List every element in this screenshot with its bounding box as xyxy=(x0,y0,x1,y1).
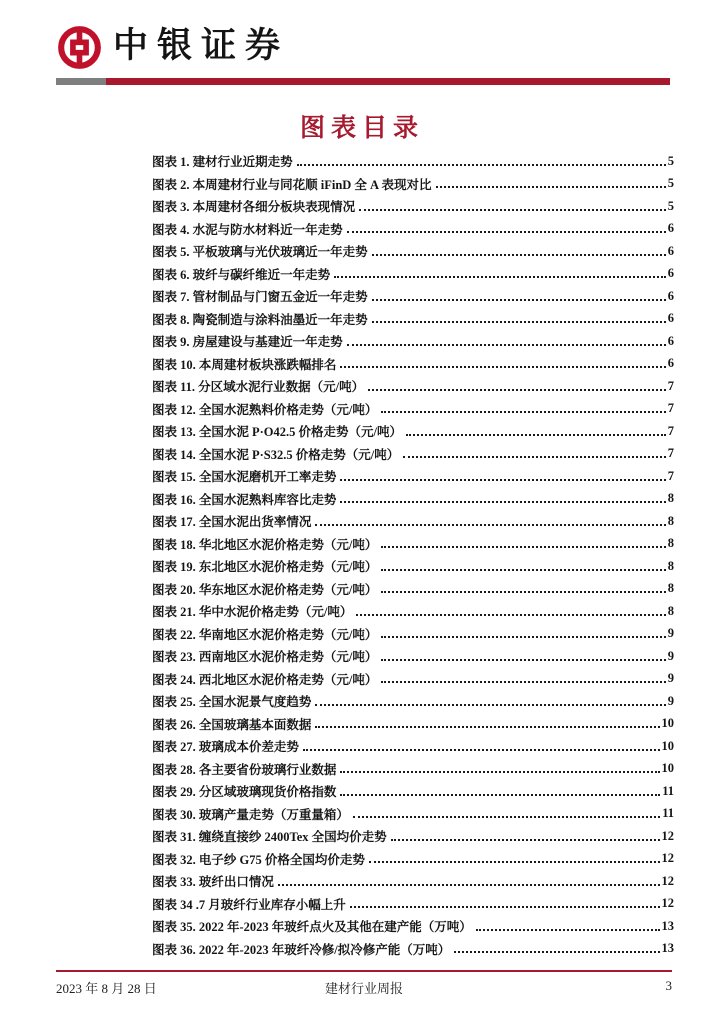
brand-row xyxy=(56,22,670,72)
toc-entry-page: 8 xyxy=(667,558,674,573)
toc-entry[interactable] xyxy=(152,510,674,533)
toc-entry-page: 12 xyxy=(661,896,674,911)
toc-entry-title: 图表 32. 电子纱 G75 价格全国均价走势 xyxy=(152,852,365,867)
toc-entry-title: 图表 29. 分区域玻璃现货价格指数 xyxy=(152,785,337,800)
dot-leader xyxy=(381,636,665,638)
toc-entry[interactable] xyxy=(152,420,674,443)
toc-entry-page: 10 xyxy=(661,761,674,776)
dot-leader xyxy=(356,614,665,616)
toc-entry-page: 13 xyxy=(661,918,674,933)
footer-date: 2023 年 8 月 28 日 xyxy=(56,981,157,996)
toc-entry-title: 图表 12. 全国水泥熟料价格走势（元/吨） xyxy=(152,402,378,417)
brand-name: 中银证券 xyxy=(113,24,290,66)
toc-entry-title: 图表 2. 本周建材行业与同花顺 iFinD 全 A 表现对比 xyxy=(152,177,432,192)
page-footer xyxy=(56,970,672,997)
toc-entry[interactable] xyxy=(152,645,674,668)
toc-entry[interactable] xyxy=(152,758,674,781)
toc-entry-title: 图表 20. 华东地区水泥价格走势（元/吨） xyxy=(152,582,378,597)
dot-leader xyxy=(340,366,665,368)
dot-leader xyxy=(350,906,660,908)
toc-entry-title: 图表 31. 缠绕直接纱 2400Tex 全国均价走势 xyxy=(152,830,387,845)
dot-leader xyxy=(340,771,659,773)
toc-entry[interactable] xyxy=(152,668,674,691)
toc-entry-title: 图表 34 .7 月玻纤行业库存小幅上升 xyxy=(152,897,346,912)
toc-entry-page: 5 xyxy=(667,153,674,168)
toc-entry-page: 6 xyxy=(667,243,674,258)
footer-report-title: 建材行业周报 xyxy=(324,981,403,996)
toc-entry[interactable] xyxy=(152,488,674,511)
dot-leader xyxy=(347,344,666,346)
toc-entry-page: 6 xyxy=(667,266,674,281)
toc-entry-title: 图表 18. 华北地区水泥价格走势（元/吨） xyxy=(152,537,378,552)
toc-entry-title: 图表 17. 全国水泥出货率情况 xyxy=(152,515,312,530)
toc-entry[interactable] xyxy=(152,308,674,331)
header-divider xyxy=(56,78,670,85)
toc-entry[interactable] xyxy=(152,690,674,713)
dot-leader xyxy=(403,456,666,458)
toc-entry-title: 图表 1. 建材行业近期走势 xyxy=(152,155,293,170)
toc-entry-page: 6 xyxy=(667,356,674,371)
dot-leader xyxy=(359,209,666,211)
toc-entry-title: 图表 4. 水泥与防水材料近一年走势 xyxy=(152,222,343,237)
dot-leader xyxy=(340,479,665,481)
toc-entry[interactable] xyxy=(152,780,674,803)
dot-leader xyxy=(381,411,665,413)
toc-entry-page: 12 xyxy=(661,873,674,888)
toc-entry[interactable] xyxy=(152,803,674,826)
footer-page-number: 3 xyxy=(665,978,672,993)
toc-entry[interactable] xyxy=(152,330,674,353)
boc-logo-icon xyxy=(56,24,103,71)
toc-entry-page: 8 xyxy=(667,491,674,506)
toc-entry[interactable] xyxy=(152,353,674,376)
dot-leader xyxy=(406,434,666,436)
toc-entry[interactable] xyxy=(152,150,674,173)
toc-entry-title: 图表 27. 玻璃成本价差走势 xyxy=(152,740,299,755)
toc-entry-page: 6 xyxy=(667,311,674,326)
toc-entry[interactable] xyxy=(152,915,674,938)
toc-entry-title: 图表 23. 西南地区水泥价格走势（元/吨） xyxy=(152,650,378,665)
toc-entry[interactable] xyxy=(152,825,674,848)
toc-entry-page: 10 xyxy=(661,738,674,753)
dot-leader xyxy=(372,299,666,301)
toc-entry[interactable] xyxy=(152,218,674,241)
toc-entry-page: 7 xyxy=(667,401,674,416)
toc-entry-title: 图表 7. 管材制品与门窗五金近一年走势 xyxy=(152,290,368,305)
toc-entry[interactable] xyxy=(152,623,674,646)
toc-entry-title: 图表 15. 全国水泥磨机开工率走势 xyxy=(152,470,337,485)
toc-entry-title: 图表 25. 全国水泥景气度趋势 xyxy=(152,695,312,710)
toc-entry[interactable] xyxy=(152,443,674,466)
toc-entry[interactable] xyxy=(152,938,674,961)
toc-entry-title: 图表 28. 各主要省份玻璃行业数据 xyxy=(152,762,337,777)
toc-entry-page: 9 xyxy=(667,648,674,663)
toc-entry-title: 图表 10. 本周建材板块涨跌幅排名 xyxy=(152,357,337,372)
toc-entry[interactable] xyxy=(152,285,674,308)
toc-entry-page: 7 xyxy=(667,468,674,483)
toc-entry-title: 图表 14. 全国水泥 P·S32.5 价格走势（元/吨） xyxy=(152,447,400,462)
dot-leader xyxy=(278,884,660,886)
toc-entry[interactable] xyxy=(152,848,674,871)
toc-entry[interactable] xyxy=(152,713,674,736)
toc-entry[interactable] xyxy=(152,240,674,263)
toc-entry[interactable] xyxy=(152,870,674,893)
toc-entry-page: 12 xyxy=(661,828,674,843)
dot-leader xyxy=(381,591,665,593)
toc-entry-page: 5 xyxy=(667,176,674,191)
toc-entry[interactable] xyxy=(152,893,674,916)
dot-leader xyxy=(381,569,665,571)
toc-entry-page: 8 xyxy=(667,536,674,551)
dot-leader xyxy=(436,186,666,188)
toc-entry-page: 8 xyxy=(667,603,674,618)
toc-entry-page: 6 xyxy=(667,288,674,303)
toc-entry[interactable] xyxy=(152,375,674,398)
dot-leader xyxy=(340,794,660,796)
toc-entry[interactable] xyxy=(152,578,674,601)
toc-entry-page: 7 xyxy=(667,378,674,393)
toc-entry-page: 7 xyxy=(667,446,674,461)
divider-gray-segment xyxy=(56,78,106,85)
divider-red-segment xyxy=(106,78,670,85)
toc-entry-title: 图表 33. 玻纤出口情况 xyxy=(152,875,274,890)
toc-entry-title: 图表 16. 全国水泥熟料库容比走势 xyxy=(152,492,337,507)
toc-entry[interactable] xyxy=(152,263,674,286)
toc-entry-page: 10 xyxy=(661,716,674,731)
toc-entry-title: 图表 9. 房屋建设与基建近一年走势 xyxy=(152,335,343,350)
toc-entry[interactable] xyxy=(152,600,674,623)
toc-entry-page: 9 xyxy=(667,626,674,641)
toc-entry[interactable] xyxy=(152,465,674,488)
toc-entry-title: 图表 19. 东北地区水泥价格走势（元/吨） xyxy=(152,560,378,575)
report-header xyxy=(56,22,670,85)
toc-entry-page: 8 xyxy=(667,513,674,528)
toc-entry-title: 图表 36. 2022 年-2023 年玻纤冷修/拟冷修产能（万吨） xyxy=(152,942,451,957)
toc-entry-page: 5 xyxy=(667,198,674,213)
toc-entry-page: 8 xyxy=(667,581,674,596)
toc-entry-title: 图表 11. 分区域水泥行业数据（元/吨） xyxy=(152,380,365,395)
toc-entry-page: 12 xyxy=(661,851,674,866)
dot-leader xyxy=(381,546,665,548)
toc-entry-title: 图表 6. 玻纤与碳纤维近一年走势 xyxy=(152,267,331,282)
dot-leader xyxy=(372,321,666,323)
dot-leader xyxy=(381,681,665,683)
dot-leader xyxy=(315,524,665,526)
toc-entry-title: 图表 24. 西北地区水泥价格走势（元/吨） xyxy=(152,672,378,687)
dot-leader xyxy=(347,231,666,233)
toc-entry-title: 图表 22. 华南地区水泥价格走势（元/吨） xyxy=(152,627,378,642)
dot-leader xyxy=(353,816,660,818)
toc-entry-page: 6 xyxy=(667,221,674,236)
toc-entry-page: 9 xyxy=(667,693,674,708)
toc-entry-title: 图表 30. 玻璃产量走势（万重量箱） xyxy=(152,807,349,822)
toc-entry-page: 6 xyxy=(667,333,674,348)
toc-entry[interactable] xyxy=(152,555,674,578)
toc-entry[interactable] xyxy=(152,398,674,421)
dot-leader xyxy=(381,659,665,661)
dot-leader xyxy=(334,276,666,278)
toc-entry-title: 图表 21. 华中水泥价格走势（元/吨） xyxy=(152,605,353,620)
dot-leader xyxy=(476,929,660,931)
dot-leader xyxy=(454,951,659,953)
toc-entry-title: 图表 5. 平板玻璃与光伏玻璃近一年走势 xyxy=(152,245,368,260)
toc-entry-page: 7 xyxy=(667,423,674,438)
toc-entry-title: 图表 8. 陶瓷制造与涂料油墨近一年走势 xyxy=(152,312,368,327)
dot-leader xyxy=(315,704,665,706)
dot-leader xyxy=(369,861,660,863)
toc-entry-page: 9 xyxy=(667,671,674,686)
dot-leader xyxy=(391,839,660,841)
toc-entry-title: 图表 13. 全国水泥 P·O42.5 价格走势（元/吨） xyxy=(152,425,403,440)
dot-leader xyxy=(303,749,660,751)
toc-entry[interactable] xyxy=(152,195,674,218)
toc-entry[interactable] xyxy=(152,173,674,196)
toc-entry-page: 11 xyxy=(662,783,674,798)
dot-leader xyxy=(372,254,666,256)
toc-entry-title: 图表 35. 2022 年-2023 年玻纤点火及其他在建产能（万吨） xyxy=(152,920,472,935)
toc-entry[interactable] xyxy=(152,533,674,556)
toc-entry-title: 图表 3. 本周建材各细分板块表现情况 xyxy=(152,200,356,215)
toc-list xyxy=(152,150,674,960)
toc-entry-page: 13 xyxy=(661,941,674,956)
dot-leader xyxy=(368,389,666,391)
toc-title: 图表目录 xyxy=(299,113,424,142)
toc-entry-page: 11 xyxy=(662,806,674,821)
dot-leader xyxy=(315,726,659,728)
toc-entry-title: 图表 26. 全国玻璃基本面数据 xyxy=(152,717,312,732)
toc-entry[interactable] xyxy=(152,735,674,758)
dot-leader xyxy=(297,164,666,166)
dot-leader xyxy=(340,501,665,503)
